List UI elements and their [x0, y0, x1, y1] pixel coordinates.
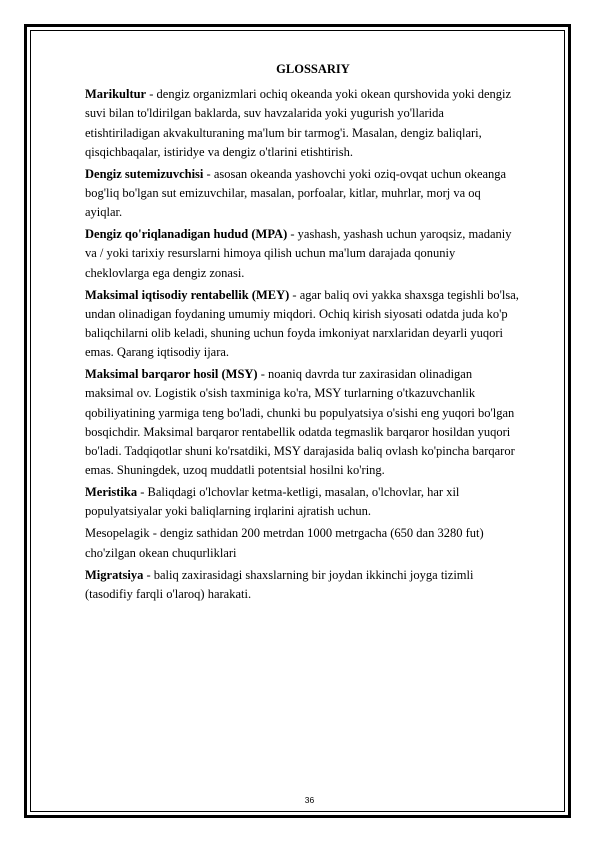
- glossary-term: Dengiz sutemizuvchisi: [85, 166, 204, 181]
- glossary-entry: [85, 566, 521, 604]
- glossary-definition: - baliq zaxirasidagi shaxslarning bir joydan ikkinchi joyga tizimli (tasodifiy farqli o'laroq) harakati.: [85, 567, 474, 601]
- glossary-definition: - agar baliq ovi yakka shaxsga tegishli bo'lsa, undan olinadigan foydaning umumiy miqdori. Ochiq kirish siyosati odatda juda ko'p baliqchilarni olib keladi, shuning uchun foyda imkoniyat narxlaridan deyarli yuqori emas. Qarang iqtisodiy ijara.: [85, 287, 519, 360]
- glossary-definition: - yashash, yashash uchun yaroqsiz, madaniy va / yoki tarixiy resurslarni himoya qilish uchun ma'lum darajada qonuniy cheklovlarga ega dengiz zonasi.: [85, 227, 512, 280]
- glossary-entry: [85, 225, 521, 283]
- glossary-term: Maksimal iqtisodiy rentabellik (MEY): [85, 287, 290, 302]
- glossary-entry: [85, 365, 521, 480]
- glossary-definition: - Baliqdagi o'lchovlar ketma-ketligi, masalan, o'lchovlar, har xil populyatsiyalar yoki baliqlarning irqlarini ajratish uchun.: [85, 485, 460, 519]
- glossary-entry: [85, 286, 521, 363]
- glossary-term: Dengiz qo'riqlanadigan hudud (MPA): [85, 227, 288, 242]
- glossary-term: Marikultur: [85, 87, 147, 102]
- page-title: GLOSSARIY: [276, 62, 350, 76]
- glossary-content: [85, 60, 521, 607]
- glossary-term: Migratsiya: [85, 567, 144, 582]
- glossary-definition: - asosan okeanda yashovchi yoki oziq-ovqat uchun okeanga bog'liq bo'lgan sut emizuvchilar, masalan, porfoalar, kitlar, muhrlar, morj va oq ayiqlar.: [85, 166, 507, 220]
- glossary-definition: - dengiz organizmlari ochiq okeanda yoki okean qurshovida yoki dengiz suvi bilan to'ldirilgan baklarda, suv havzalarida yoki yugurish yo'llarida etishtiriladigan akvakulturaning ma'lum bir tarmog'i. Masalan, dengiz baliqlari, qisqichbaqalar, istiridye va dengiz o'tlarini etishtirish.: [85, 87, 512, 159]
- page-number: 36: [304, 795, 315, 805]
- glossary-entry: [85, 524, 521, 562]
- glossary-definition: - noaniq davrda tur zaxirasidan olinadigan maksimal ov. Logistik o'sish taxminiga ko'ra, MSY turlarning o'tkazuvchanlik qobiliyatining yarmiga teng bo'ladi, chunki bu populyatsiya o'sishi eng yuqori bo'lgan bosqichdir. Maksimal barqaror rentabellik odatda tegmaslik barqaror hosildan yuqori bo'ladi. Tadqiqotlar shuni ko'rsatdiki, MSY darajasida baliq ovlash ko'pincha barqaror emas. Shuningdek, uzoq muddatli potentsial hosilni ko'ring.: [85, 367, 515, 478]
- glossary-term: Maksimal barqaror hosil (MSY): [85, 367, 258, 382]
- glossary-term: Meristika: [85, 485, 138, 500]
- glossary-entry: [85, 85, 521, 162]
- glossary-entry: [85, 483, 521, 521]
- glossary-entry: [85, 165, 521, 223]
- glossary-definition: Mesopelagik - dengiz sathidan 200 metrdan 1000 metrgacha (650 dan 3280 fut) cho'zilgan okean chuqurliklari: [85, 526, 484, 560]
